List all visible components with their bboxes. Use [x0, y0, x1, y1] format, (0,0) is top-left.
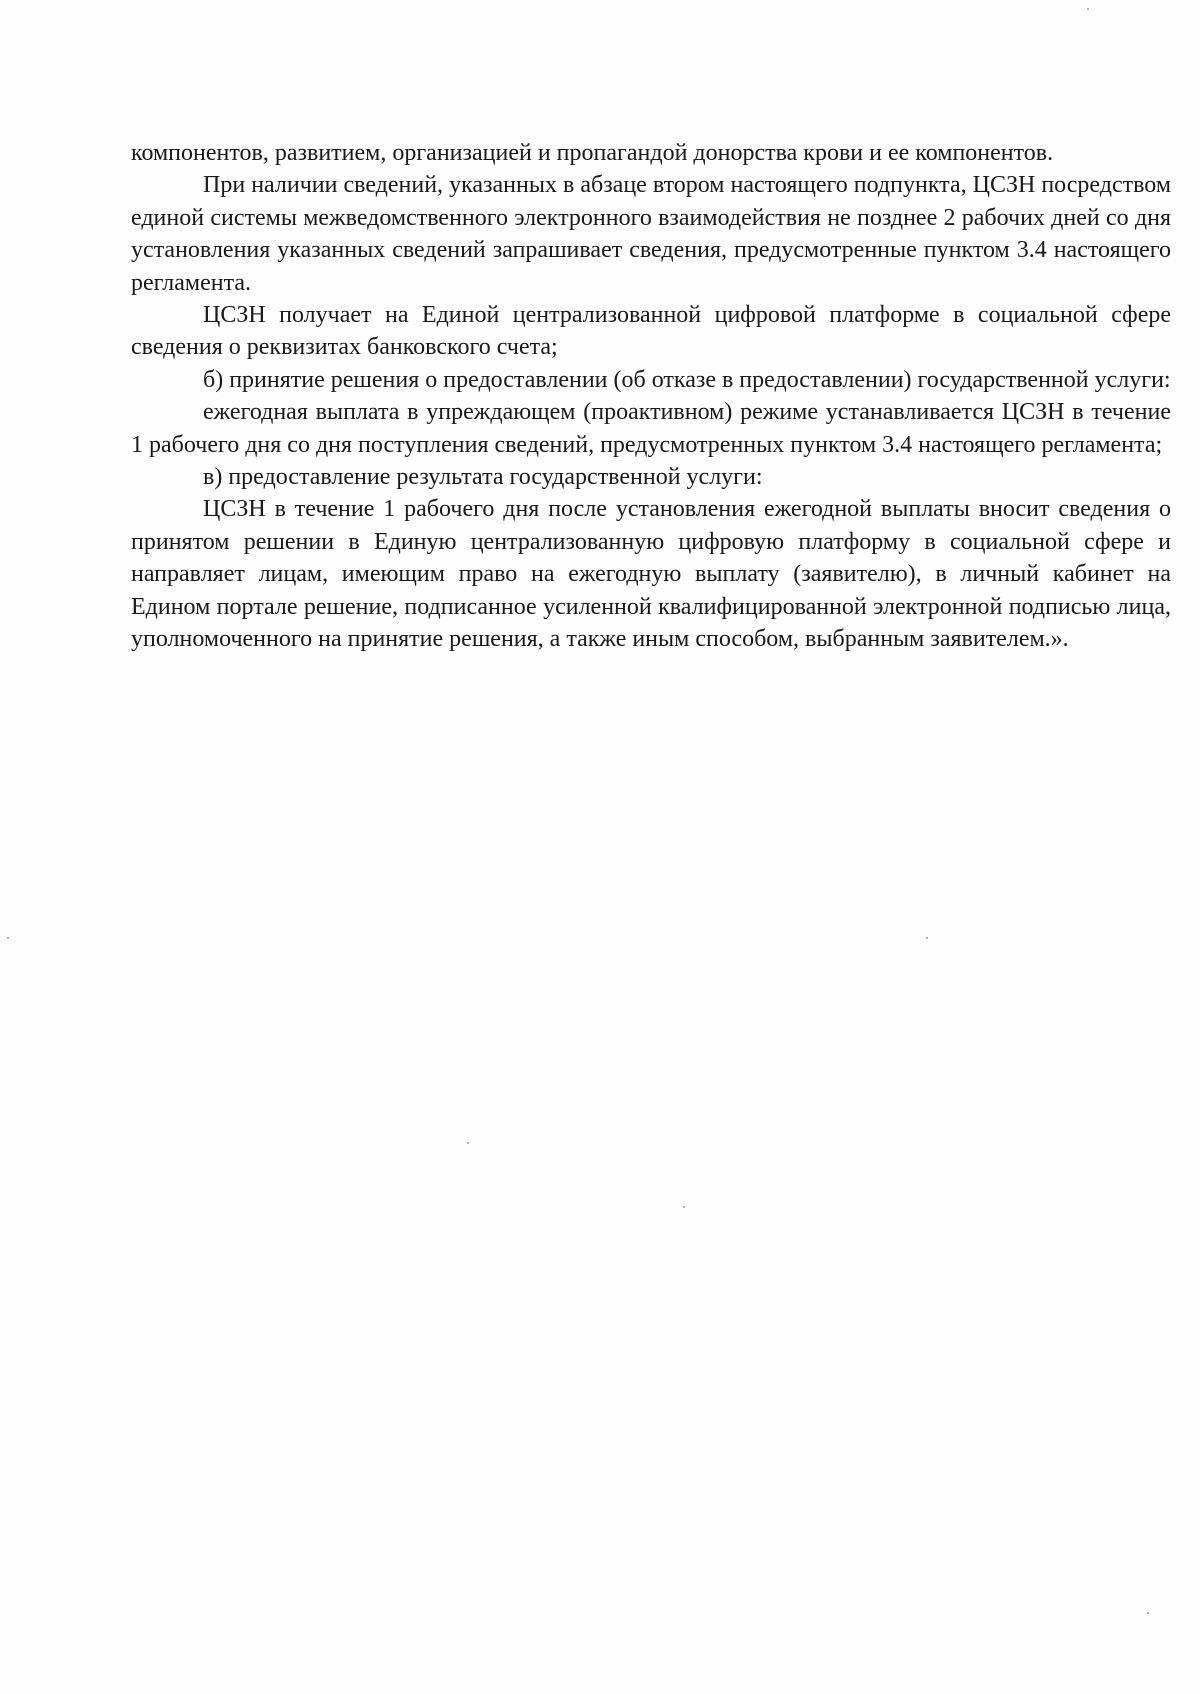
paragraph-result-delivery: ЦСЗН в течение 1 рабочего дня после установления ежегодной выплаты вносит сведения о принятом решении в Единую централизованную цифровую платформу в социальной сфере и направляет лицам, имеющим право на ежегодную выплату (заявителю), в личный кабинет на Едином портале решение, подписанное усиленной квалифицированной электронной подписью лица, уполномоченного на принятие решения, а также иным способом, выбранным заявителем.». — [131, 496, 1171, 653]
scan-speck — [683, 1206, 685, 1208]
scan-speck — [467, 1142, 469, 1144]
paragraph-result-heading: в) предоставление результата государственной услуги: — [203, 464, 763, 491]
paragraph-continuation: компонентов, развитием, организацией и пропагандой донорства крови и ее компонентов. — [131, 140, 1054, 166]
paragraph-decision-heading: б) принятие решения о предоставлении (об отказе в предоставлении) государственной услуги: — [203, 366, 1171, 393]
scan-speck — [1087, 8, 1089, 10]
paragraph-inquiry: При наличии сведений, указанных в абзаце втором настоящего подпункта, ЦСЗН посредством единой системы межведомственного электронного взаимодействия не позднее 2 рабочих дней со дня установления указанных сведений запрашивает сведения, предусмотренные пунктом 3.4 настоящего регламента. — [131, 172, 1171, 296]
paragraph-annual-payment: ежегодная выплата в упреждающем (проактивном) режиме устанавливается ЦСЗН в течение 1 рабочего дня со дня поступления сведений, предусмотренных пунктом 3.4 настоящего регламента; — [131, 399, 1171, 458]
document-body — [131, 137, 1171, 656]
paragraph-bank-details: ЦСЗН получает на Единой централизованной цифровой платформе в социальной сфере сведения о реквизитах банковского счета; — [131, 302, 1171, 361]
scan-speck — [926, 937, 928, 939]
scan-speck — [1147, 1612, 1149, 1614]
scan-speck — [7, 937, 9, 939]
